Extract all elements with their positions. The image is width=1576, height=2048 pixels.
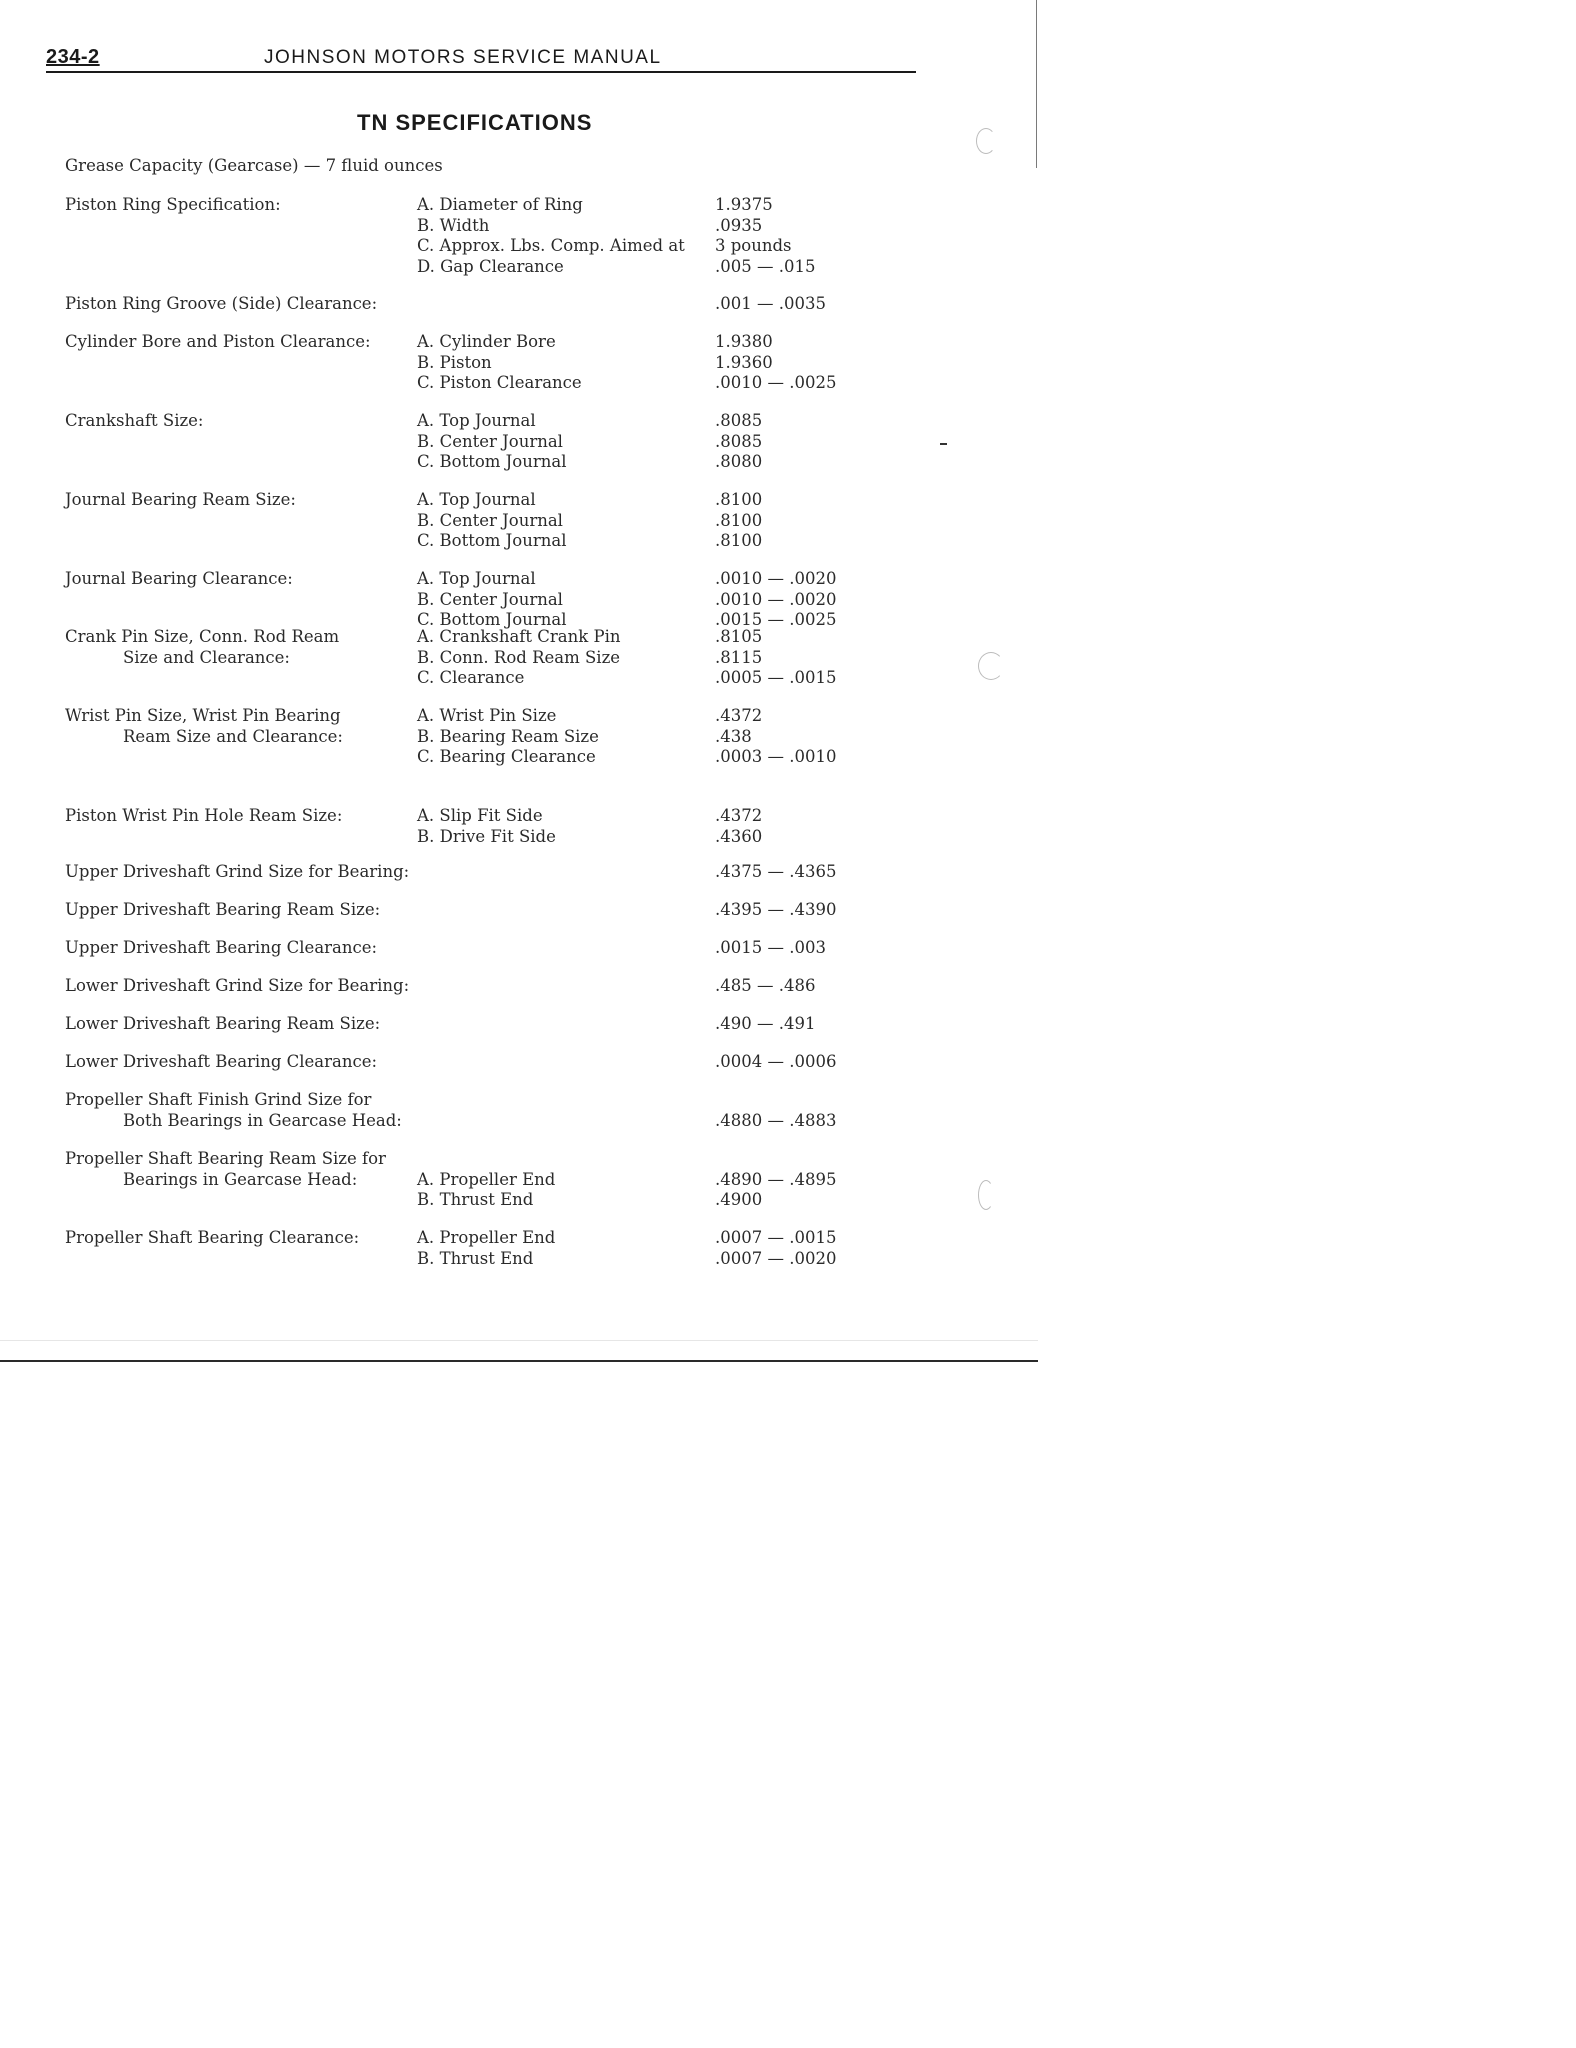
spec-value: 3 pounds (715, 236, 792, 256)
spec-value: .8115 (715, 647, 763, 667)
spec-item: B. Piston (417, 352, 492, 372)
spec-label: Cylinder Bore and Piston Clearance: (65, 332, 371, 351)
spec-value: .0003 — .0010 (715, 747, 837, 767)
spec-item: C. Bearing Clearance (417, 747, 596, 767)
spec-item: A. Propeller End (417, 1169, 556, 1189)
spec-item: C. Piston Clearance (417, 373, 582, 393)
spec-value: .4372 (715, 806, 763, 825)
spec-value: .4360 (715, 826, 763, 846)
spec-value: .485 — .486 (715, 976, 816, 995)
spec-label: Lower Driveshaft Bearing Clearance: (65, 1052, 378, 1071)
page-title: TN SPECIFICATIONS (357, 110, 593, 135)
spec-value: .8085 (715, 431, 763, 451)
scan-mark (978, 652, 1004, 680)
grease-capacity: Grease Capacity (Gearcase) — 7 fluid ounces (65, 156, 443, 175)
spec-value: .0010 — .0025 (715, 373, 837, 393)
spec-item: B. Width (417, 215, 490, 235)
spec-value: .4372 (715, 706, 763, 725)
spec-value: .8100 (715, 510, 763, 530)
spec-item: A. Diameter of Ring (417, 195, 583, 214)
spec-item: C. Bottom Journal (417, 610, 567, 630)
spec-item: A. Crankshaft Crank Pin (417, 627, 621, 646)
spec-value: .8100 (715, 531, 763, 551)
spec-value: .0010 — .0020 (715, 589, 837, 609)
spec-value: .0015 — .0025 (715, 610, 837, 630)
scan-mark (978, 1180, 994, 1210)
scan-shadow-rule (0, 1340, 1038, 1341)
spec-item: B. Drive Fit Side (417, 826, 556, 846)
scan-mark (940, 443, 947, 445)
spec-value: .0005 — .0015 (715, 668, 837, 688)
spec-item: B. Center Journal (417, 510, 563, 530)
spec-value: .4880 — .4883 (715, 1110, 837, 1130)
spec-item: B. Thrust End (417, 1190, 534, 1210)
spec-value: .0935 (715, 215, 763, 235)
spec-label: Lower Driveshaft Bearing Ream Size: (65, 1014, 381, 1033)
spec-value: .4375 — .4365 (715, 862, 837, 881)
spec-value: .4890 — .4895 (715, 1169, 837, 1189)
page-edge-rule (1036, 0, 1037, 168)
spec-value: .005 — .015 (715, 256, 816, 276)
spec-label: Piston Wrist Pin Hole Ream Size: (65, 806, 343, 825)
spec-item: A. Top Journal (417, 411, 536, 430)
spec-label: Propeller Shaft Bearing Clearance: (65, 1228, 360, 1247)
spec-value: 1.9360 (715, 352, 773, 372)
spec-value: .8080 (715, 452, 763, 472)
spec-item: D. Gap Clearance (417, 256, 564, 276)
spec-item: C. Bottom Journal (417, 452, 567, 472)
spec-value: .0010 — .0020 (715, 569, 837, 588)
spec-item: A. Top Journal (417, 490, 536, 509)
spec-label: Journal Bearing Clearance: (65, 569, 293, 588)
spec-label: Propeller Shaft Finish Grind Size for (65, 1090, 372, 1109)
spec-item: A. Top Journal (417, 569, 536, 588)
spec-label: Ream Size and Clearance: (123, 726, 343, 746)
spec-value: .4900 (715, 1190, 763, 1210)
spec-value: .0004 — .0006 (715, 1052, 837, 1071)
spec-value: 1.9380 (715, 332, 773, 351)
spec-item: B. Center Journal (417, 431, 563, 451)
spec-item: C. Bottom Journal (417, 531, 567, 551)
spec-item: B. Bearing Ream Size (417, 726, 599, 746)
spec-label: Upper Driveshaft Grind Size for Bearing: (65, 862, 410, 881)
spec-label: Piston Ring Groove (Side) Clearance: (65, 294, 378, 313)
spec-value: .0007 — .0020 (715, 1248, 837, 1268)
spec-item: A. Propeller End (417, 1228, 556, 1247)
spec-label: Size and Clearance: (123, 647, 290, 667)
spec-value: .4395 — .4390 (715, 900, 837, 919)
spec-item: B. Thrust End (417, 1248, 534, 1268)
spec-item: B. Center Journal (417, 589, 563, 609)
spec-value: .0007 — .0015 (715, 1228, 837, 1247)
spec-item: B. Conn. Rod Ream Size (417, 647, 621, 667)
spec-value: .8085 (715, 411, 763, 430)
spec-value: .438 (715, 726, 752, 746)
spec-value: .8100 (715, 490, 763, 509)
spec-value: .8105 (715, 627, 763, 646)
spec-label: Propeller Shaft Bearing Ream Size for (65, 1149, 386, 1168)
spec-label: Bearings in Gearcase Head: (123, 1169, 358, 1189)
page-header (46, 45, 916, 73)
spec-label: Crankshaft Size: (65, 411, 204, 430)
spec-value: .001 — .0035 (715, 294, 826, 313)
scan-mark (976, 128, 996, 154)
spec-item: C. Approx. Lbs. Comp. Aimed at (417, 236, 685, 256)
spec-label: Both Bearings in Gearcase Head: (123, 1110, 402, 1130)
spec-item: A. Cylinder Bore (417, 332, 556, 351)
spec-label: Upper Driveshaft Bearing Clearance: (65, 938, 378, 957)
page-bottom-rule (0, 1360, 1038, 1362)
spec-label: Crank Pin Size, Conn. Rod Ream (65, 627, 340, 646)
spec-label: Lower Driveshaft Grind Size for Bearing: (65, 976, 410, 995)
spec-item: A. Wrist Pin Size (417, 706, 557, 725)
spec-item: C. Clearance (417, 668, 525, 688)
spec-value: .490 — .491 (715, 1014, 816, 1033)
spec-label: Piston Ring Specification: (65, 195, 281, 214)
spec-item: A. Slip Fit Side (417, 806, 543, 825)
spec-value: 1.9375 (715, 195, 773, 214)
page-number: 234-2 (46, 46, 100, 68)
spec-label: Wrist Pin Size, Wrist Pin Bearing (65, 706, 341, 725)
spec-label: Upper Driveshaft Bearing Ream Size: (65, 900, 381, 919)
spec-value: .0015 — .003 (715, 938, 826, 957)
spec-label: Journal Bearing Ream Size: (65, 490, 296, 509)
manual-title: JOHNSON MOTORS SERVICE MANUAL (264, 47, 662, 68)
